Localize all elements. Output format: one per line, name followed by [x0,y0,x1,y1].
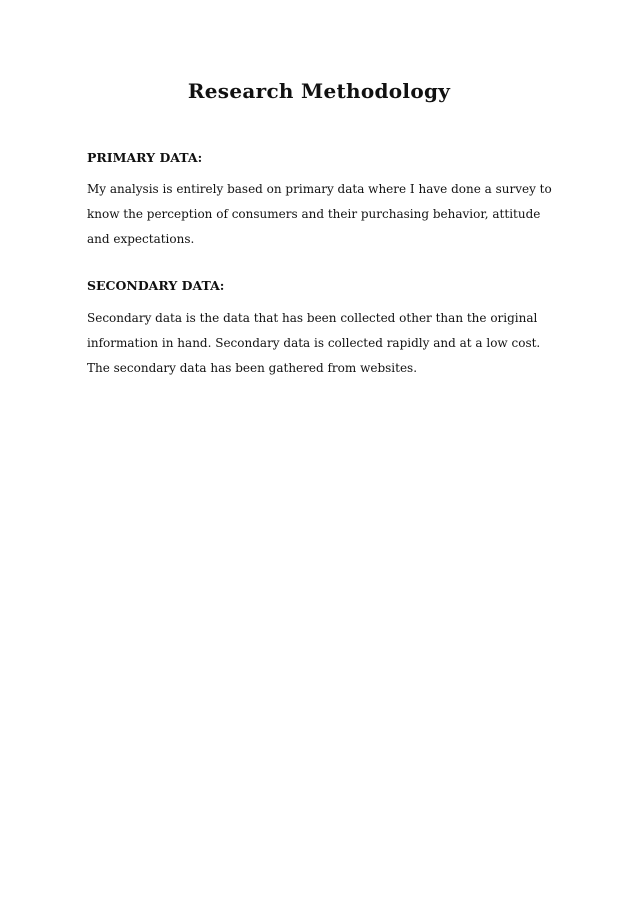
page-title: Research Methodology [187,79,451,103]
section-heading-primary-data: PRIMARY DATA: [87,150,203,165]
section-heading-secondary-data: SECONDARY DATA: [87,278,225,293]
section-paragraph-primary-data: My analysis is entirely based on primary data where I have done a survey to know the perception of consumers and their purchasing behavior, attitude and expectations. [87,182,552,246]
section-paragraph-secondary-data: Secondary data is the data that has been collected other than the original information in hand. Secondary data is collected rapidly and at a low cost. The secondary data has been gathered from websites. [87,311,541,375]
